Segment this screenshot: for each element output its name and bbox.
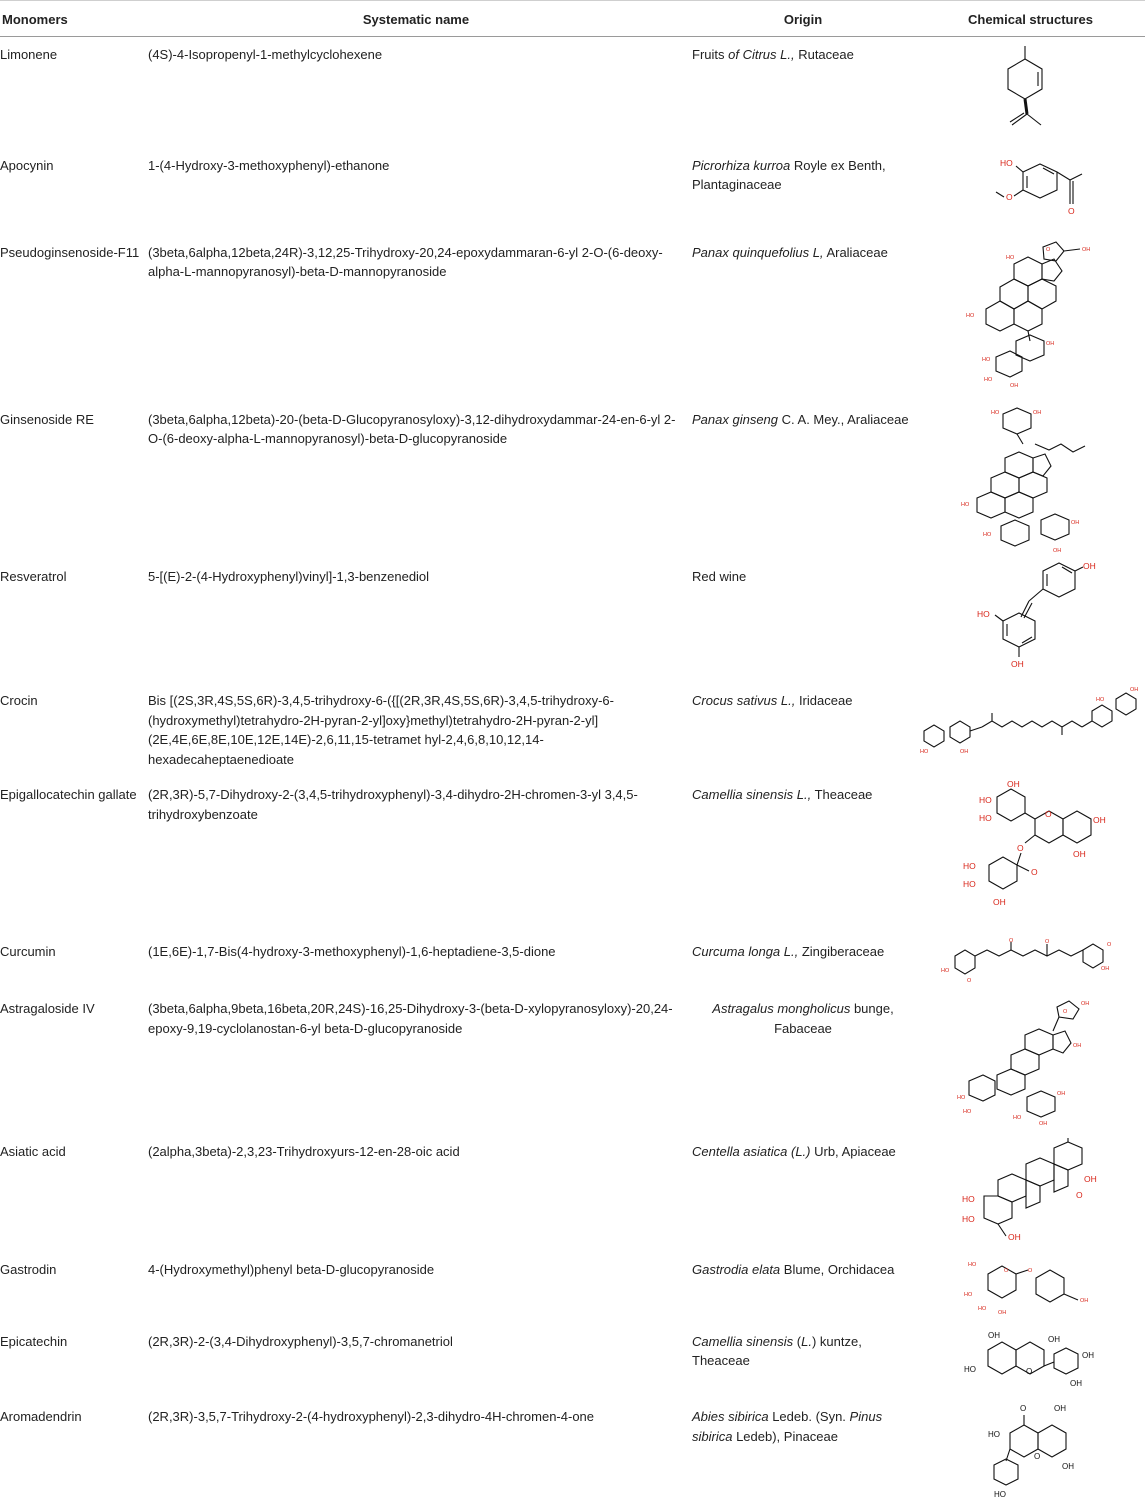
svg-text:OH: OH [1056,1091,1065,1097]
origin-cell [690,777,920,934]
origin-cell [690,1324,920,1400]
svg-text:HO: HO [977,1306,986,1312]
svg-text:OH: OH [1130,687,1139,693]
svg-text:HO: HO [1005,254,1014,261]
systematic-name-cell: 4-(Hydroxymethyl)phenyl beta-D-glucopyranoside [148,1262,435,1277]
structure-cell [920,1252,1145,1324]
structure-cell [920,1324,1145,1400]
svg-text:HO: HO [920,749,929,755]
svg-text:O: O [1005,191,1013,202]
monomer-cell: Epicatechin [0,1333,68,1349]
svg-text:OH: OH [1061,1462,1074,1471]
structure-cell [920,148,1145,235]
structure-cell [920,991,1145,1134]
svg-text:O: O [1045,246,1050,253]
svg-text:HO: HO [965,312,974,319]
origin-cell [690,1399,920,1505]
monomer-cell: Aromadendrin [0,1409,82,1424]
structure-epicatechin [958,1328,1108,1394]
header-row [0,1,1145,37]
table-row [0,1324,1145,1400]
origin-text-run: Abies sibirica [692,1409,769,1424]
svg-text:HO: HO [962,879,976,889]
monomer-cell: Epigallocatechin gallate [0,787,137,802]
svg-text:HO: HO [1096,697,1105,703]
svg-text:OH: OH [1038,1121,1047,1127]
origin-text-run: Iridaceae [795,693,853,708]
svg-text:O: O [1003,1268,1008,1274]
origin-cell [690,559,920,683]
origin-cell [690,235,920,402]
structure-epigallocatechin-gallate [953,781,1113,911]
monomer-cell: Ginsenoside RE [0,411,94,427]
origin-text-run: Ledeb), Pinaceae [732,1428,838,1444]
table-row [0,1134,1145,1252]
systematic-name-cell: (2R,3R)-3,5,7-Trihydroxy-2-(4-hydroxyphenyl)-2,3-dihydro-4H-chromen-4-one [148,1409,595,1424]
monomer-cell: Asiatic acid [0,1144,66,1159]
header-systematic-name: Systematic name [146,1,690,37]
origin-text-run: Panax quinquefolius L, [692,244,824,260]
table-row [0,1252,1145,1324]
svg-text:HO: HO [963,1292,972,1298]
svg-text:OH: OH [1009,382,1018,389]
svg-text:OH: OH [1006,779,1020,789]
structure-curcumin [933,938,1133,984]
svg-text:OH: OH [960,749,969,755]
svg-text:O: O [1027,1268,1032,1274]
systematic-name-cell: (3beta,6alpha,12beta,24R)-3,12,25-Trihydroxy-20,24-epoxydammaran-6-yl 2-O-(6-deoxy-alpha-L-mannopyranosyl)-beta-D-mannopyranoside [148,244,663,279]
structure-cell [920,934,1145,991]
svg-text:O: O [966,978,971,984]
svg-text:HO: HO [978,813,992,823]
svg-text:O: O [1033,1452,1040,1461]
monomer-cell: Limonene [0,47,58,62]
origin-text-run: ) kuntze, Theaceae [692,1333,862,1368]
svg-text:OH: OH [1053,1404,1066,1413]
origin-cell [690,1134,920,1252]
origin-cell [690,683,920,777]
svg-text:OH: OH [1010,659,1024,669]
svg-text:O: O [1075,1190,1083,1200]
structure-cell [920,37,1145,148]
structure-crocin [920,687,1145,767]
svg-text:OH: OH [1083,1174,1097,1184]
monomer-cell: Apocynin [0,157,54,173]
origin-text-run: Crocus sativus L., [692,693,796,708]
structure-gastrodin [958,1256,1108,1318]
origin-text-run: Panax ginseng [692,411,779,427]
svg-text:OH: OH [1070,519,1079,526]
svg-text:O: O [1019,1404,1026,1413]
systematic-name-cell: (3beta,6alpha,9beta,16beta,20R,24S)-16,25-Dihydroxy-3-(beta-D-xylopyranosyloxy)-20,24-epoxy-9,19-cyclolanostan-6-yl beta-D-glucopyranoside [148,1001,673,1036]
origin-text-run: of Citrus L., [728,47,795,62]
svg-text:OH: OH [1032,409,1041,416]
table-row [0,934,1145,991]
svg-text:OH: OH [1080,1001,1089,1007]
structure-resveratrol [963,563,1103,671]
svg-text:O: O [1016,843,1024,853]
svg-text:OH: OH [1100,966,1109,972]
svg-text:OH: OH [1052,547,1061,554]
origin-text-run: Curcuma longa L., [692,944,799,959]
origin-text-run: Pinus sibirica [692,1409,883,1444]
origin-cell [690,934,920,991]
origin-text-run: Blume, Orchidacea [780,1262,895,1277]
systematic-name-cell: (2R,3R)-2-(3,4-Dihydroxyphenyl)-3,5,7-chromanetriol [148,1333,453,1349]
systematic-name-cell: Bis [(2S,3R,4S,5S,6R)-3,4,5-trihydroxy-6-({[(2R,3R,4S,5S,6R)-3,4,5-trihydroxy-6-(hydroxymethyl)tetrahydro-2H-pyran-2-yl]oxy}methyl)tetrahydro-2H-pyran-2-yl] (2E,4E,6E,8E,10E,12E,14E)-2,6,11,15-tetramet hyl-2,4,6,8,10,12,14-hexadecaheptaenedioate [148,693,614,767]
systematic-name-cell: (2alpha,3beta)-2,3,23-Trihydroxyurs-12-en-28-oic acid [148,1144,460,1159]
systematic-name-cell: (1E,6E)-1,7-Bis(4-hydroxy-3-methoxyphenyl)-1,6-heptadiene-3,5-dione [148,944,556,959]
svg-text:HO: HO [961,1194,975,1204]
svg-text:HO: HO [1012,1115,1021,1121]
origin-text-run: Araliaceae [823,244,888,260]
header-chemical-structures: Chemical structures [920,1,1145,37]
origin-text-run: Fruits [692,47,729,62]
structure-limonene [978,41,1088,141]
svg-text:HO: HO [987,1430,1000,1439]
origin-cell [690,991,920,1134]
origin-text-run: ( [793,1333,802,1349]
svg-text:O: O [1008,938,1013,944]
origin-text-run: Centella asiatica (L.) [692,1144,811,1159]
origin-text-run: L. [801,1333,812,1349]
svg-text:HO: HO [960,501,969,508]
table-row [0,777,1145,934]
svg-text:HO: HO [940,968,949,974]
svg-text:OH: OH [1045,340,1054,347]
structure-cell [920,777,1145,934]
systematic-name-cell: 1-(4-Hydroxy-3-methoxyphenyl)-ethanone [148,157,390,173]
table-row [0,402,1145,560]
origin-cell [690,1252,920,1324]
svg-text:OH: OH [1072,1043,1081,1049]
svg-text:O: O [1067,205,1075,216]
svg-text:HO: HO [967,1262,976,1268]
svg-text:OH: OH [1081,1350,1094,1360]
svg-text:OH: OH [1007,1232,1021,1242]
svg-text:OH: OH [1092,815,1106,825]
origin-text-run: Rutaceae [794,47,854,62]
origin-cell [690,37,920,148]
svg-text:O: O [1044,939,1049,945]
table-row [0,991,1145,1134]
origin-text-run: Red wine [692,569,747,584]
svg-text:O: O [1030,867,1038,877]
svg-text:OH: OH [1069,1378,1082,1388]
svg-text:HO: HO [961,1214,975,1224]
svg-text:OH: OH [992,897,1006,907]
monomer-cell: Astragaloside IV [0,1001,95,1016]
structure-apocynin [968,152,1098,228]
origin-cell [690,402,920,560]
svg-text:OH: OH [987,1330,1000,1340]
svg-text:OH: OH [1081,246,1090,253]
monomer-cell: Resveratrol [0,569,67,584]
origin-text-run: Zingiberaceae [798,944,885,959]
svg-text:OH: OH [997,1310,1006,1316]
svg-text:HO: HO [956,1095,965,1101]
table-row [0,37,1145,148]
structure-cell [920,402,1145,560]
header-monomers: Monomers [0,1,146,37]
origin-text-run: C. A. Mey., Araliaceae [778,411,909,427]
structure-cell [920,235,1145,402]
svg-text:O: O [1044,809,1052,819]
svg-text:HO: HO [983,376,992,383]
structure-cell [920,1399,1145,1505]
svg-text:O: O [1062,1009,1067,1015]
svg-text:OH: OH [1072,849,1086,859]
svg-text:HO: HO [990,409,999,416]
monomer-cell: Gastrodin [0,1262,57,1277]
origin-text-run: Camellia sinensis L., [692,787,812,802]
svg-text:HO: HO [999,157,1013,168]
origin-text-run: Picrorhiza kurroa [692,157,791,173]
svg-text:HO: HO [982,531,991,538]
svg-text:HO: HO [993,1490,1006,1499]
structure-cell [920,559,1145,683]
svg-text:HO: HO [963,1364,976,1374]
systematic-name-cell: (2R,3R)-5,7-Dihydroxy-2-(3,4,5-trihydroxyphenyl)-3,4-dihydro-2H-chromen-3-yl 3,4,5-trihydroxybenzoate [148,787,638,822]
origin-text-run: Astragalus mongholicus [712,1001,851,1016]
origin-text-run: Ledeb. (Syn. [768,1409,850,1424]
structure-ginsenoside-re [953,406,1113,554]
origin-text-run: Urb, Apiaceae [810,1144,896,1159]
structure-pseudoginsenoside-f11 [958,239,1108,389]
origin-cell [690,148,920,235]
structure-cell [920,683,1145,777]
table-row [0,1399,1145,1505]
origin-text-run: Theaceae [811,787,873,802]
svg-text:HO: HO [978,795,992,805]
svg-text:O: O [1025,1366,1032,1376]
monomer-cell: Pseudoginsenoside-F11 [0,244,140,260]
systematic-name-cell: (4S)-4-Isopropenyl-1-methylcyclohexene [148,47,383,62]
svg-text:OH: OH [1047,1334,1060,1344]
svg-text:HO: HO [976,609,990,619]
svg-text:O: O [1106,942,1111,948]
structure-aromadendrin [958,1403,1108,1499]
structure-cell [920,1134,1145,1252]
table-row [0,235,1145,402]
monomer-cell: Crocin [0,693,38,708]
header-origin: Origin [690,1,920,37]
svg-text:OH: OH [1082,561,1096,571]
table-row [0,559,1145,683]
systematic-name-cell: (3beta,6alpha,12beta)-20-(beta-D-Glucopyranosyloxy)-3,12-dihydroxydammar-24-en-6-yl 2-O-(6-deoxy-alpha-L-mannopyranosyl)-beta-D-glucopyranoside [148,411,676,446]
table-row [0,148,1145,235]
table-row [0,683,1145,777]
svg-text:HO: HO [962,1109,971,1115]
systematic-name-cell: 5-[(E)-2-(4-Hydroxyphenyl)vinyl]-1,3-benzenediol [148,569,430,584]
monomer-cell: Curcumin [0,944,56,959]
structure-asiatic-acid [958,1138,1108,1246]
svg-text:OH: OH [1079,1298,1088,1304]
origin-text-run: Camellia sinensis [692,1333,794,1349]
origin-text-run: bunge, Fabaceae [774,1001,894,1036]
origin-text-run: Royle ex Benth, Plantaginaceae [692,157,886,192]
origin-text-run: Gastrodia elata [692,1262,781,1277]
svg-text:HO: HO [981,356,990,363]
structure-astragaloside-iv [953,995,1113,1125]
svg-text:HO: HO [962,861,976,871]
